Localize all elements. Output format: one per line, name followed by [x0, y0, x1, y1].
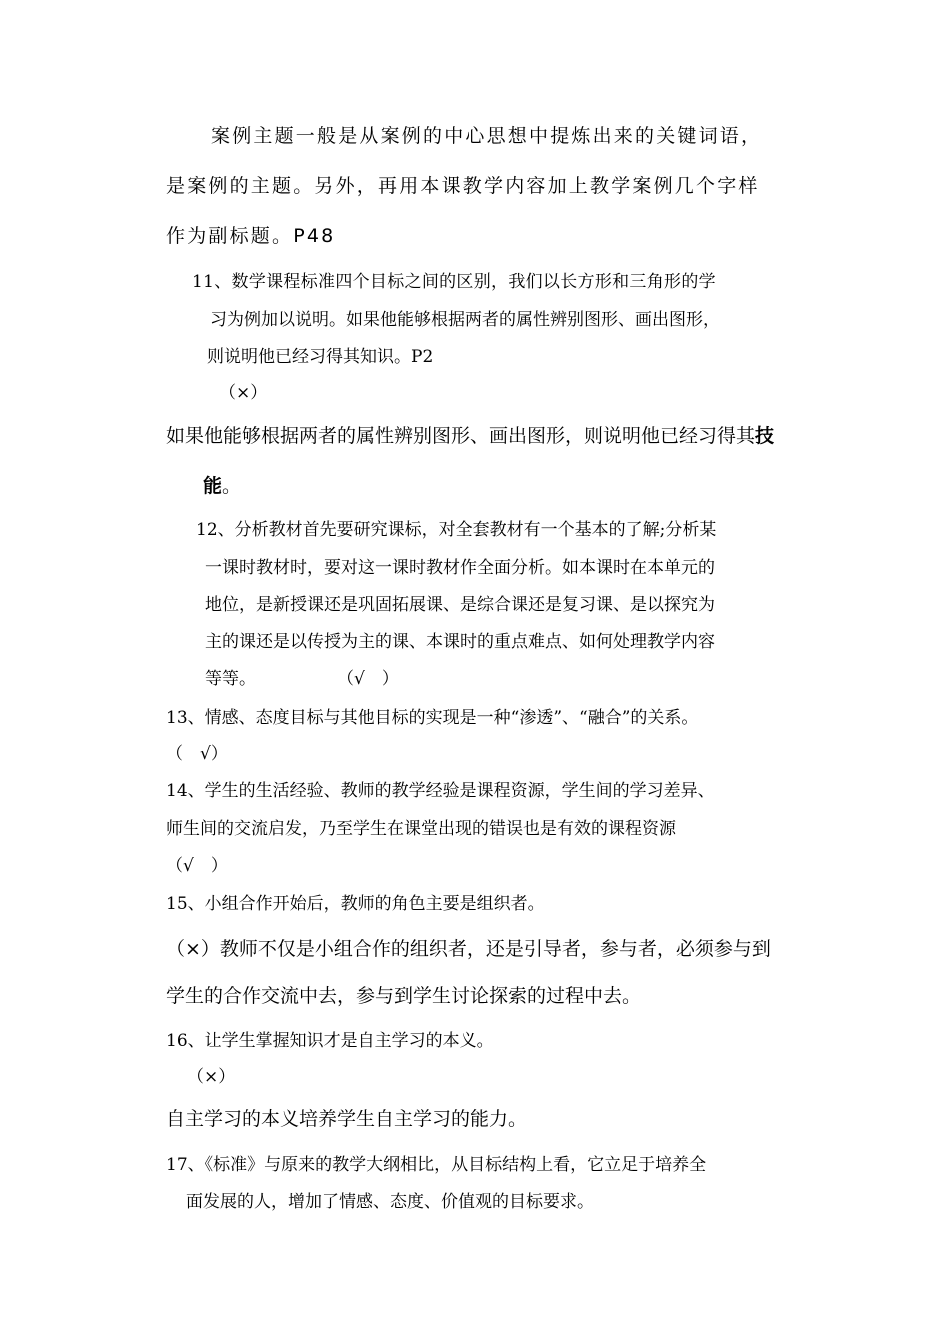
q16-line-1: 16、让学生掌握知识才是自主学习的本义。 [166, 1031, 494, 1051]
intro-line-2: 是案例的主题。另外，再用本课教学内容加上教学案例几个字样 [166, 175, 760, 197]
q11-note-line-1 [166, 427, 774, 446]
q14-answer: （√ ） [166, 856, 228, 876]
q13-answer: （ √） [166, 744, 228, 764]
q11-line-2: 习为例加以说明。如果他能够根据两者的属性辨别图形、画出图形， [210, 310, 720, 330]
q17-line-1: 17、《标准》与原来的教学大纲相比，从目标结构上看，它立足于培养全 [166, 1155, 707, 1175]
q13-line-1: 13、情感、态度目标与其他目标的实现是一种“渗透”、“融合”的关系。 [166, 708, 699, 728]
q14-line-2: 师生间的交流启发，乃至学生在课堂出现的错误也是有效的课程资源 [166, 819, 676, 839]
q11-note-plain: 如果他能够根据两者的属性辨别图形、画出图形，则说明他已经习得其 [166, 425, 756, 447]
q15-note-line-1: （×）教师不仅是小组合作的组织者，还是引导者，参与者，必须参与到 [166, 938, 771, 960]
q11-answer: （×） [219, 383, 268, 403]
q16-answer: （×） [187, 1067, 236, 1087]
intro-line-3: 作为副标题。P48 [166, 225, 336, 247]
q11-note-line-2 [203, 477, 241, 496]
q12-line-3: 地位，是新授课还是巩固拓展课、是综合课还是复习课、是以探究为 [205, 595, 715, 615]
q11-note-bold-2: 能 [203, 475, 223, 497]
q12-line-4: 主的课还是以传授为主的课、本课时的重点难点、如何处理教学内容 [205, 632, 715, 652]
q12-answer: （√ ） [337, 669, 399, 689]
q11-line-3: 则说明他已经习得其知识。P2 [207, 347, 434, 367]
q14-line-1: 14、学生的生活经验、教师的教学经验是课程资源，学生间的学习差异、 [166, 781, 715, 801]
intro-line-1: 案例主题一般是从案例的中心思想中提炼出来的关键词语， [211, 125, 763, 147]
q11-note-plain-2: 。 [222, 475, 242, 497]
q15-note-line-2: 学生的合作交流中去，参与到学生讨论探索的过程中去。 [166, 985, 642, 1007]
q17-line-2: 面发展的人，增加了情感、态度、价值观的目标要求。 [186, 1192, 594, 1212]
q15-line-1: 15、小组合作开始后，教师的角色主要是组织者。 [166, 894, 545, 914]
q12-line-1: 12、分析教材首先要研究课标，对全套教材有一个基本的了解;分析某 [196, 520, 717, 540]
q16-note-line-1: 自主学习的本义培养学生自主学习的能力。 [166, 1108, 528, 1130]
q11-line-1: 11、数学课程标准四个目标之间的区别，我们以长方形和三角形的学 [192, 272, 716, 292]
q12-line-5: 等等。 [205, 669, 256, 689]
q11-note-bold: 技 [755, 425, 775, 447]
q12-line-2: 一课时教材时，要对这一课时教材作全面分析。如本课时在本单元的 [205, 558, 715, 578]
